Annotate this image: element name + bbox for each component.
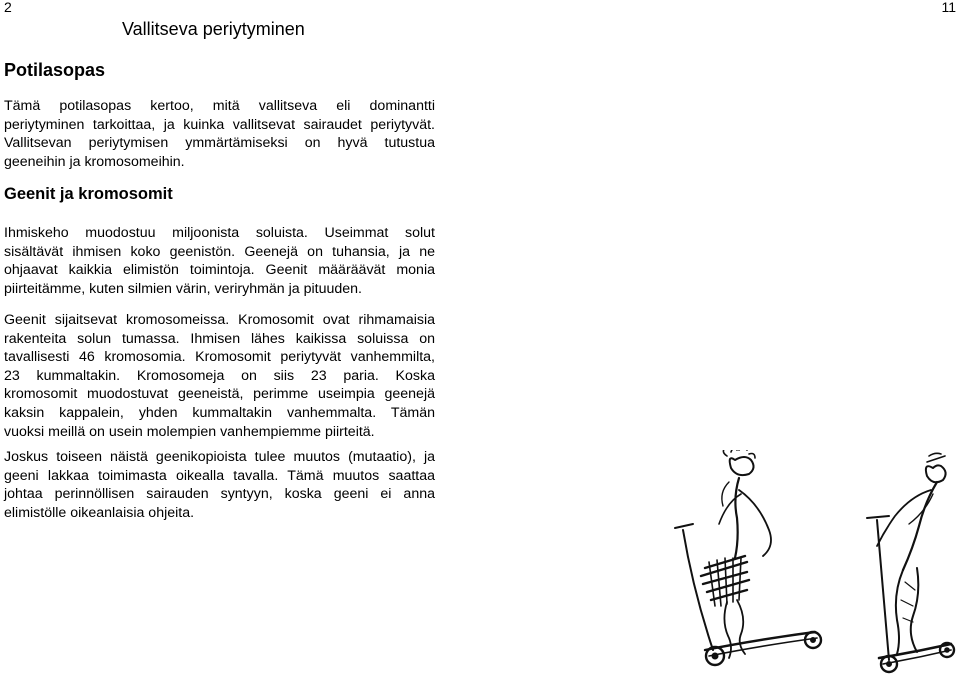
intro-paragraph	[4, 97, 435, 171]
text-line: johtaa perinnöllisen sairauden syntyyn, koska geeni ei anna	[4, 486, 435, 503]
text-line: Geenit sijaitsevat kromosomeissa. Kromosomit ovat rihmamaisia	[4, 312, 435, 328]
text-line: kaksin kappalein, yhden kummaltakin vanhemmalta. Tämän	[4, 404, 435, 421]
text-line: vuoksi meillä on usein molempien vanhempiemme piirteitä.	[4, 423, 375, 440]
text-line: piirteitämme, kuten silmien värin, veriryhmän ja pituuden.	[4, 280, 362, 297]
text-line: tavallisesti 46 kromosomia. Kromosomit periytyvät vanhemmilta,	[4, 349, 435, 366]
sub-heading: Geenit ja kromosomit	[4, 185, 173, 203]
text-line: Joskus toiseen näistä geenikopioista tulee muutos (mutaatio), ja	[4, 449, 435, 465]
chromosome-paragraph	[4, 311, 435, 441]
section-title: Potilasopas	[4, 60, 106, 80]
text-line: 23 kummaltakin. Kromosomeja on siis 23 paria. Koska	[4, 367, 435, 384]
text-line: Ihmiskeho muodostuu miljoonista soluista. Useimmat solut	[4, 225, 435, 241]
text-line: Vallitsevan periytymisen ymmärtämiseksi on hyvä tutustua	[4, 135, 435, 152]
right-figure	[877, 453, 946, 654]
text-line: ohjaavat kaikkia elimistön toimintoja. Geenit määräävät monia	[4, 262, 435, 279]
page-number-right: 11	[941, 0, 956, 15]
left-figure	[701, 450, 771, 658]
text-line: Tämä potilasopas kertoo, mitä vallitseva eli dominantti	[4, 98, 435, 114]
text-line: periytyminen tarkoittaa, ja kuinka vallitsevat sairaudet periytyvät.	[4, 116, 435, 133]
text-line: geeneihin ja kromosomeihin.	[4, 153, 185, 170]
scooter-figures-illustration	[665, 450, 960, 674]
text-line: kromosomit muodostuvat geeneistä, perimme useimpia geenejä	[4, 386, 435, 403]
genes-paragraph	[4, 224, 435, 298]
text-line: elimistölle oikeanlaisia ohjeita.	[4, 504, 195, 521]
left-scooter	[675, 524, 821, 665]
page-title: Vallitseva periytyminen	[122, 19, 305, 39]
mutation-paragraph	[4, 448, 435, 522]
text-line: geeni lakkaa toimimasta oikealla tavalla. Tämä muutos saattaa	[4, 467, 435, 484]
text-line: rakenteita solun tumassa. Ihmisen lähes kaikissa soluissa on	[4, 330, 435, 347]
text-line: sisältävät ihmisen koko geenistön. Geenejä on tuhansia, ja ne	[4, 243, 435, 260]
page-number-left: 2	[4, 0, 12, 15]
